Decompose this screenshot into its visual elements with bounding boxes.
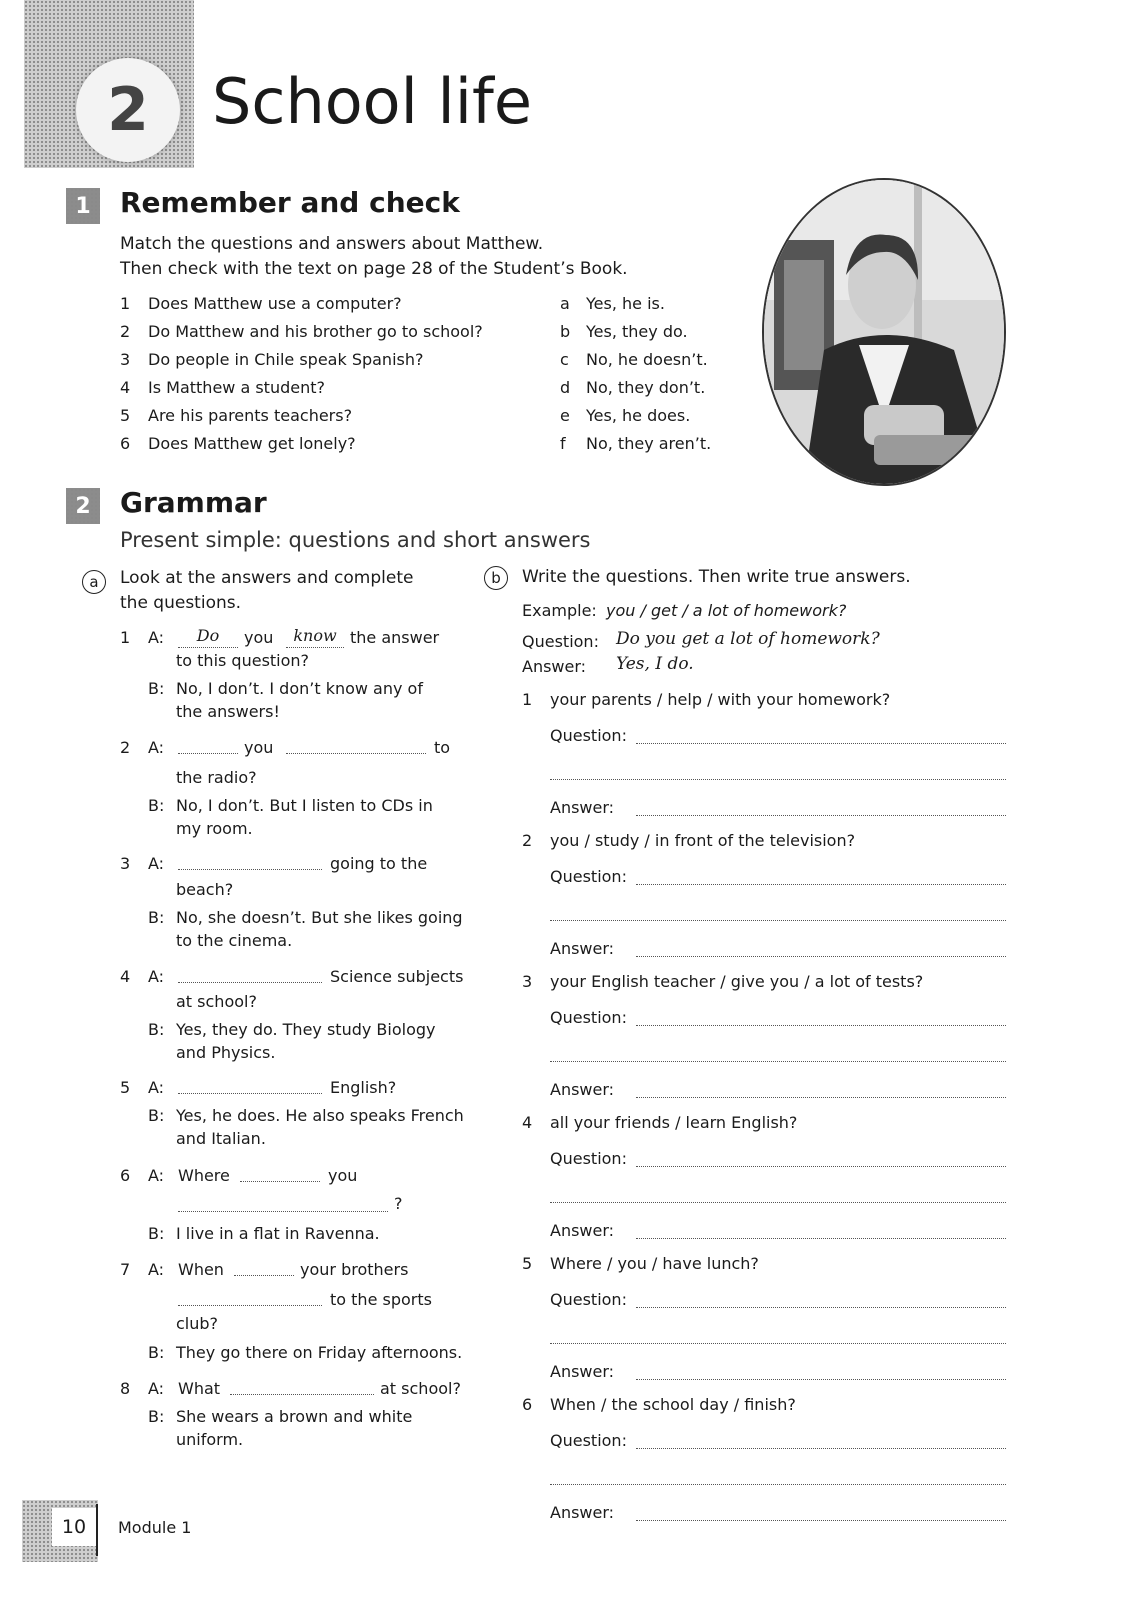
item-number: 8 — [120, 1379, 131, 1398]
speaker-b: B: — [148, 679, 165, 698]
answer-text: uniform. — [176, 1430, 244, 1449]
match-answer: c No, he doesn’t. — [560, 350, 708, 369]
question-line-2[interactable] — [550, 778, 1006, 780]
answer-line[interactable] — [636, 1519, 1006, 1521]
match-questions — [120, 292, 540, 460]
section-2-badge: 2 — [66, 488, 100, 524]
item-number: 3 — [120, 854, 131, 873]
question-text: to — [434, 738, 451, 757]
question-text: you — [328, 1166, 358, 1185]
example-answer: Yes, I do. — [616, 654, 694, 674]
part-b-instruction: Write the questions. Then write true answers. — [522, 567, 911, 587]
question-line-2[interactable] — [550, 1201, 1006, 1203]
blank-line[interactable] — [178, 1210, 388, 1212]
match-answer: a Yes, he is. — [560, 294, 665, 313]
item-number: 1 — [120, 628, 131, 647]
match-question: 2 Do Matthew and his brother go to school? — [120, 322, 483, 341]
match-question: 6 Does Matthew get lonely? — [120, 434, 356, 453]
question-text: you — [244, 738, 274, 757]
item-number: 3 — [522, 972, 533, 991]
question-text: going to the — [330, 854, 428, 873]
answer-text: Yes, they do. They study Biology — [176, 1020, 436, 1039]
question-line-2[interactable] — [550, 1060, 1006, 1062]
answer-line[interactable] — [636, 814, 1006, 816]
question-line-2[interactable] — [550, 1342, 1006, 1344]
answer-text: Yes, he does. He also speaks French — [176, 1106, 464, 1125]
question-line[interactable] — [636, 1447, 1006, 1449]
speaker-b: B: — [148, 908, 165, 927]
question-text: English? — [330, 1078, 397, 1097]
blank-line[interactable] — [178, 1304, 322, 1306]
answer-text: my room. — [176, 819, 253, 838]
answer-text: to the cinema. — [176, 931, 293, 950]
speaker-a: A: — [148, 1078, 165, 1097]
speaker-b: B: — [148, 1020, 165, 1039]
blank-line[interactable] — [286, 752, 426, 754]
question-text: When — [178, 1260, 224, 1279]
match-question: 3 Do people in Chile speak Spanish? — [120, 350, 424, 369]
answer-label: Answer: — [550, 939, 615, 958]
question-text: Where — [178, 1166, 230, 1185]
section-1-title: Remember and check — [120, 186, 460, 219]
question-label: Question: — [550, 1290, 627, 1309]
question-line[interactable] — [636, 1024, 1006, 1026]
item-prompt: When / the school day / finish? — [550, 1395, 796, 1414]
example-answer-label: Answer: — [522, 657, 587, 676]
question-text: at school? — [380, 1379, 461, 1398]
question-label: Question: — [550, 1431, 627, 1450]
part-a-instruction-1: Look at the answers and complete — [120, 568, 414, 588]
part-b-label: b — [484, 566, 508, 590]
blank-line[interactable] — [178, 868, 322, 870]
speaker-b: B: — [148, 1224, 165, 1243]
matthew-photo-illustration — [764, 180, 1004, 484]
question-line[interactable] — [636, 883, 1006, 885]
answer-text: I live in a flat in Ravenna. — [176, 1224, 380, 1243]
speaker-b: B: — [148, 796, 165, 815]
question-label: Question: — [550, 867, 627, 886]
answer-label: Answer: — [550, 1080, 615, 1099]
answer-line[interactable] — [636, 1378, 1006, 1380]
item-number: 5 — [120, 1078, 131, 1097]
question-text: the radio? — [176, 768, 257, 787]
question-text: ? — [394, 1194, 403, 1213]
speaker-a: A: — [148, 738, 165, 757]
answer-label: Answer: — [550, 1362, 615, 1381]
question-text: Science subjects — [330, 967, 464, 986]
item-prompt: Where / you / have lunch? — [550, 1254, 759, 1273]
item-prompt: your English teacher / give you / a lot of tests? — [550, 972, 924, 991]
module-label: Module 1 — [118, 1518, 192, 1537]
answer-text: No, she doesn’t. But she likes going — [176, 908, 463, 927]
question-line-2[interactable] — [550, 919, 1006, 921]
item-number: 2 — [120, 738, 131, 757]
answer-label: Answer: — [550, 1503, 615, 1522]
answer-text: and Physics. — [176, 1043, 276, 1062]
blank-line[interactable] — [240, 1180, 320, 1182]
question-text: your brothers — [300, 1260, 409, 1279]
question-line[interactable] — [636, 1165, 1006, 1167]
speaker-a: A: — [148, 1379, 165, 1398]
section-2-subtitle: Present simple: questions and short answers — [120, 528, 591, 552]
match-question: 1 Does Matthew use a computer? — [120, 294, 402, 313]
speaker-a: A: — [148, 967, 165, 986]
question-text: beach? — [176, 880, 234, 899]
speaker-a: A: — [148, 1166, 165, 1185]
question-text: to the sports — [330, 1290, 432, 1309]
unit-number: 2 — [76, 58, 180, 162]
answer-line[interactable] — [636, 1096, 1006, 1098]
question-text: What — [178, 1379, 221, 1398]
example-label: Example: — [522, 601, 597, 620]
speaker-a: A: — [148, 628, 165, 647]
blank-line[interactable] — [178, 1092, 322, 1094]
item-number: 1 — [522, 690, 533, 709]
question-label: Question: — [550, 1008, 627, 1027]
match-question: 5 Are his parents teachers? — [120, 406, 353, 425]
example-prompt: you / get / a lot of homework? — [606, 601, 847, 620]
item-number: 4 — [522, 1113, 533, 1132]
answer-text: the answers! — [176, 702, 280, 721]
answer-text: They go there on Friday afternoons. — [176, 1343, 463, 1362]
match-answer: f No, they aren’t. — [560, 434, 712, 453]
answer-text: No, I don’t. But I listen to CDs in — [176, 796, 433, 815]
speaker-b: B: — [148, 1343, 165, 1362]
speaker-a: A: — [148, 1260, 165, 1279]
question-line-2[interactable] — [550, 1483, 1006, 1485]
question-line[interactable] — [636, 742, 1006, 744]
example-question-label: Question: — [522, 632, 599, 651]
answer-text: She wears a brown and white — [176, 1407, 413, 1426]
part-a-label: a — [82, 570, 106, 594]
speaker-b: B: — [148, 1106, 165, 1125]
item-number: 2 — [522, 831, 533, 850]
item-number: 6 — [120, 1166, 131, 1185]
section-1-badge: 1 — [66, 188, 100, 224]
question-text: you — [244, 628, 274, 647]
question-label: Question: — [550, 726, 627, 745]
question-text: club? — [176, 1314, 219, 1333]
answer-text: and Italian. — [176, 1129, 266, 1148]
match-question: 4 Is Matthew a student? — [120, 378, 325, 397]
section-1-instruction-1: Match the questions and answers about Matthew. — [120, 234, 544, 254]
question-text: at school? — [176, 992, 257, 1011]
match-answer: e Yes, he does. — [560, 406, 691, 425]
item-number: 5 — [522, 1254, 533, 1273]
question-label: Question: — [550, 1149, 627, 1168]
answer-text: No, I don’t. I don’t know any of — [176, 679, 423, 698]
item-number: 4 — [120, 967, 131, 986]
part-a-instruction-2: the questions. — [120, 593, 242, 613]
question-line[interactable] — [636, 1306, 1006, 1308]
section-2-title: Grammar — [120, 486, 267, 519]
answer-label: Answer: — [550, 1221, 615, 1240]
section-1-instruction-2: Then check with the text on page 28 of the Student’s Book. — [120, 259, 628, 279]
item-number: 7 — [120, 1260, 131, 1279]
speaker-a: A: — [148, 854, 165, 873]
footer-divider — [96, 1504, 98, 1556]
blank-line[interactable] — [234, 1274, 294, 1276]
match-answer: d No, they don’t. — [560, 378, 706, 397]
unit-title: School life — [212, 65, 532, 138]
item-prompt: all your friends / learn English? — [550, 1113, 798, 1132]
question-text: to this question? — [176, 651, 310, 670]
page-number: 10 — [52, 1508, 96, 1546]
example-question: Do you get a lot of homework? — [616, 629, 880, 649]
matthew-photo — [762, 178, 1006, 486]
blank-line[interactable] — [230, 1393, 374, 1395]
item-number: 6 — [522, 1395, 533, 1414]
answer-line[interactable] — [636, 955, 1006, 957]
match-answer: b Yes, they do. — [560, 322, 688, 341]
item-prompt: your parents / help / with your homework? — [550, 690, 891, 709]
blank-line[interactable] — [178, 981, 322, 983]
answer-fill[interactable]: Do — [178, 624, 238, 648]
answer-label: Answer: — [550, 798, 615, 817]
question-text: the answer — [350, 628, 440, 647]
match-answers — [560, 292, 750, 460]
speaker-b: B: — [148, 1407, 165, 1426]
blank-line[interactable] — [178, 752, 238, 754]
item-prompt: you / study / in front of the television? — [550, 831, 856, 850]
answer-fill[interactable]: know — [286, 624, 344, 648]
answer-line[interactable] — [636, 1237, 1006, 1239]
